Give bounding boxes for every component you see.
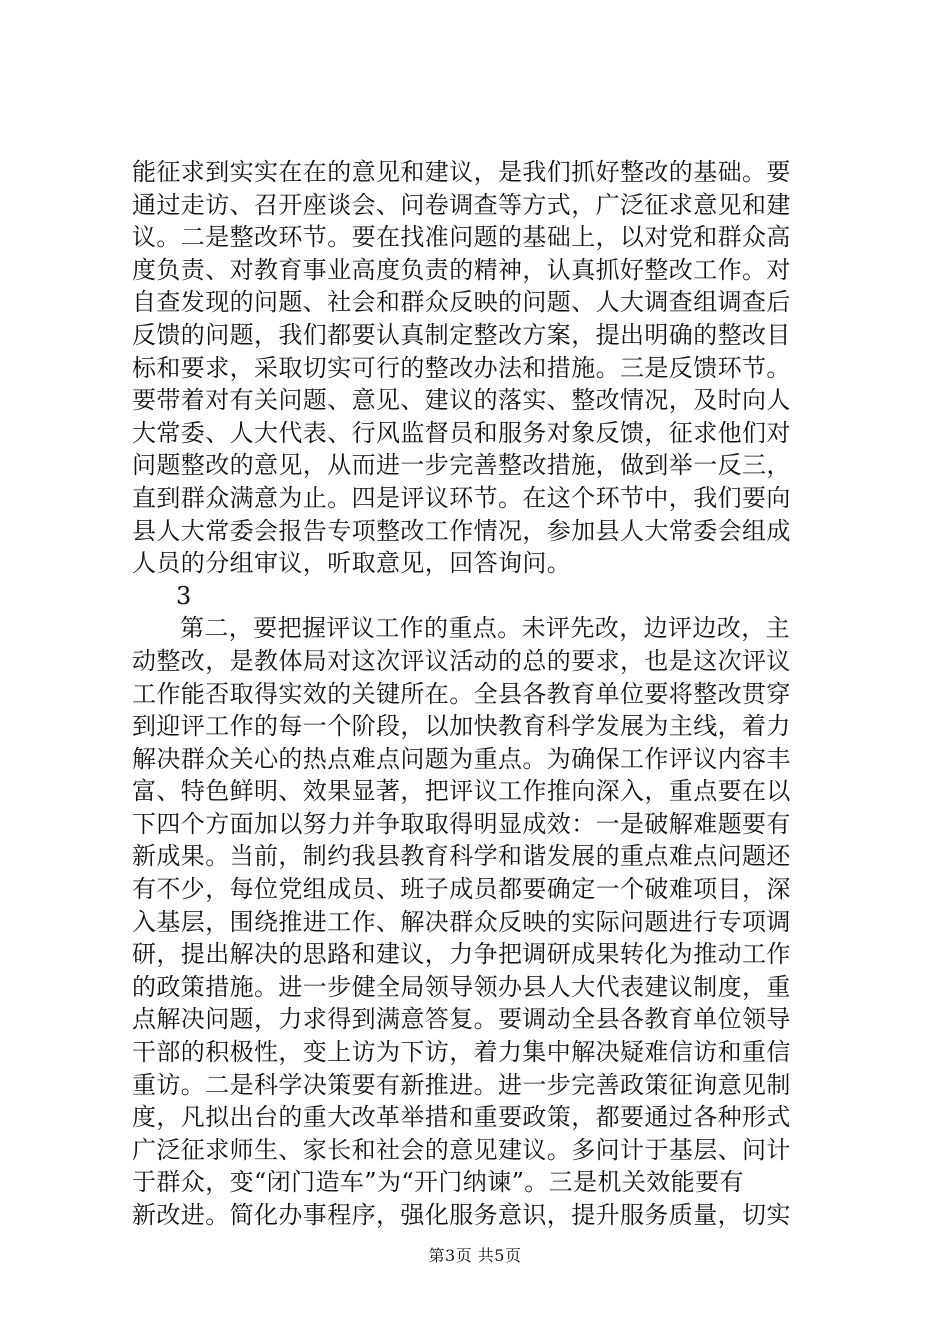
text-line: 点解决问题，力求得到满意答复。要调动全县各教育单位领导 xyxy=(132,1005,791,1034)
text-line: 通过走访、召开座谈会、问卷调查等方式，广泛征求意见和建 xyxy=(132,190,791,219)
paragraph-a xyxy=(132,156,822,580)
text-line: 富、特色鲜明、效果显著，把评议工作推向深入，重点要在以 xyxy=(132,777,791,806)
text-line: 的政策措施。进一步健全局领导领办县人大代表建议制度，重 xyxy=(132,972,791,1001)
text-line: 新成果。当前，制约我县教育科学和谐发展的重点难点问题还 xyxy=(132,842,791,871)
text-line: 议。二是整改环节。要在找准问题的基础上，以对党和群众高 xyxy=(132,223,791,252)
text-line: 重访。二是科学决策要有新推进。进一步完善政策征询意见制 xyxy=(132,1070,791,1099)
document-body xyxy=(132,156,822,1232)
text-line: 干部的积极性，变上访为下访，着力集中解决疑难信访和重信 xyxy=(132,1038,791,1067)
text-line: 人员的分组审议，听取意见，回答询问。 xyxy=(132,549,572,578)
text-line: 工作能否取得实效的关键所在。全县各教育单位要将整改贯穿 xyxy=(132,679,791,708)
text-line: 于群众，变“闭门造车”为“开门纳谏”。三是机关效能要有 xyxy=(132,1168,744,1197)
text-line: 大常委、人大代表、行风监督员和服务对象反馈，征求他们对 xyxy=(132,418,791,447)
text-line: 反馈的问题，我们都要认真制定整改方案，提出明确的整改目 xyxy=(132,320,791,349)
text-line: 有不少，每位党组成员、班子成员都要确定一个破难项目，深 xyxy=(132,875,791,904)
page-footer: 第3页 共5页 xyxy=(428,1246,522,1265)
text-line: 县人大常委会报告专项整改工作情况，参加县人大常委会组成 xyxy=(132,516,791,545)
paragraph-b xyxy=(132,612,822,1231)
text-line: 度，凡拟出台的重大改革举措和重要政策，都要通过各种形式 xyxy=(132,1103,791,1132)
text-line: 下四个方面加以努力并争取取得明显成效：一是破解难题要有 xyxy=(132,809,791,838)
text-line: 新改进。简化办事程序，强化服务意识，提升服务质量，切实 xyxy=(132,1201,791,1229)
text-line: 研，提出解决的思路和建议，力争把调研成果转化为推动工作 xyxy=(132,940,791,969)
text-line: 直到群众满意为止。四是评议环节。在这个环节中，我们要向 xyxy=(132,483,791,512)
text-line: 第二，要把握评议工作的重点。未评先改，边评边改，主 xyxy=(180,614,790,643)
inline-number: 3 xyxy=(176,581,192,610)
text-line: 问题整改的意见，从而进一步完善整改措施，做到举一反三， xyxy=(132,451,791,480)
text-line: 解决群众关心的热点难点问题为重点。为确保工作评议内容丰 xyxy=(132,744,791,773)
text-line: 到迎评工作的每一个阶段，以加快教育科学发展为主线，着力 xyxy=(132,712,791,741)
text-line: 广泛征求师生、家长和社会的意见建议。多问计于基层、问计 xyxy=(132,1135,791,1164)
text-line: 能征求到实实在在的意见和建议，是我们抓好整改的基础。要 xyxy=(132,158,791,186)
text-line: 要带着对有关问题、意见、建议的落实、整改情况，及时向人 xyxy=(132,386,791,415)
text-line: 入基层，围绕推进工作、解决群众反映的实际问题进行专项调 xyxy=(132,907,791,936)
text-line: 自查发现的问题、社会和群众反映的问题、人大调查组调查后 xyxy=(132,288,791,317)
text-line: 度负责、对教育事业高度负责的精神，认真抓好整改工作。对 xyxy=(132,255,791,284)
text-line: 标和要求，采取切实可行的整改办法和措施。三是反馈环节。 xyxy=(132,353,791,382)
text-line: 动整改，是教体局对这次评议活动的总的要求，也是这次评议 xyxy=(132,646,791,675)
